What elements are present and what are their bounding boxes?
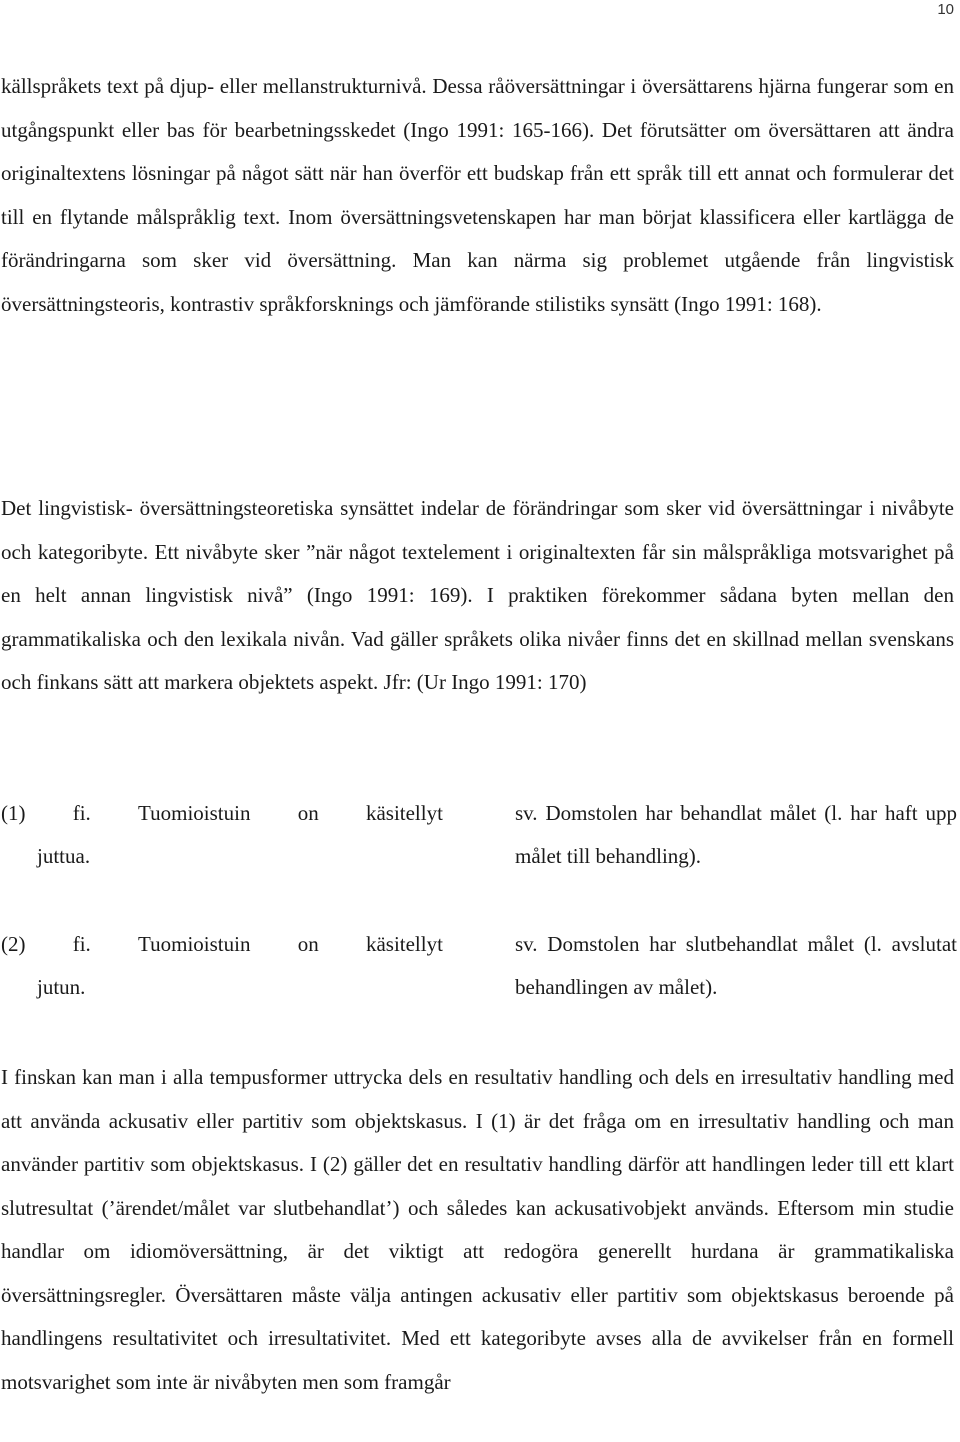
example-2-swedish: sv. Domstolen har slutbehandlat målet (l. avslutat behandlingen av målet). (515, 932, 957, 999)
paragraph-3: I finskan kan man i alla tempusformer uttrycka dels en resultativ handling och dels en irresultativ handling med att använda ackusativ eller partitiv som objektskasus. I (1) är det fråga om en irresultativ handling och man använder partitiv som objektskasus. I (2) gäller det en resultativ handling därför att handlingen leder till ett klart slutresultat (’ärendet/målet var slutbehandlat’) och således kan ackusativobjekt används. Eftersom min studie handlar om idiomöversättning, är det viktigt att redogöra generellt hurdana är grammatikaliska översättningsregler. Översättaren måste välja antingen ackusativ eller partitiv som objektskasus beroende på handlingens resultativitet och irresultativitet. Med ett kategoribyte avses alla de avvikelser från en formell motsvarighet som inte är nivåbyten men som framgår (1, 1065, 954, 1394)
example-1-number: (1) (1, 801, 26, 825)
example-1-word-1: Tuomioistuin (138, 801, 251, 825)
example-2-number: (2) (1, 932, 26, 956)
example-2-word-3: käsitellyt (365, 932, 443, 956)
example-2-finnish (1, 923, 443, 1009)
page-number: 10 (937, 1, 954, 18)
example-1-language-label: fi. (72, 801, 91, 825)
example-2-language-label: fi. (72, 932, 91, 956)
example-2-word-1: Tuomioistuin (138, 932, 251, 956)
example-2-word-2: on (297, 932, 319, 956)
example-1-word-2: on (297, 801, 319, 825)
example-1-finnish-continuation: juttua. (37, 844, 91, 868)
example-2 (0, 923, 960, 1013)
example-1-word-3: käsitellyt (365, 801, 443, 825)
example-2-finnish-continuation: jutun. (37, 975, 86, 999)
paragraph-1: källspråkets text på djup- eller mellanstrukturnivå. Dessa råöversättningar i översättarens hjärna fungerar som en utgångspunkt eller bas för bearbetningsskedet (Ingo 1991: 165-166). Det förutsätter om översättaren att ändra originaltextens lösningar på något sätt när han överför ett budskap från ett språk till ett annat och formulerar det till en flytande målspråklig text. Inom översättningsvetenskapen har man börjat klassificera eller kartlägga de förändringarna som sker vid översättning. Man kan närma sig problemet utgående från lingvistisk översättningsteoris, kontrastiv språkforsknings och jämförande stilistiks synsätt (Ingo 1991: 168). (1, 74, 954, 316)
paragraph-2: Det lingvistisk- översättningsteoretiska synsättet indelar de förändringar som sker vid översättningar i nivåbyte och kategoribyte. Ett nivåbyte sker ”när något textelement i originaltexten får sin målspråkliga motsvarighet på en helt annan lingvistisk nivå” (Ingo 1991: 169). I praktiken förekommer sådana byten mellan den grammatikaliska och den lexikala nivån. Vad gäller språkets olika nivåer finns det en skillnad mellan svenskans och finkans sätt att markera objektets aspekt. Jfr: (Ur Ingo 1991: 170) (1, 496, 954, 694)
example-1 (0, 792, 960, 882)
example-1-finnish (1, 792, 443, 878)
example-1-swedish: sv. Domstolen har behandlat målet (l. har haft upp målet till behandling). (515, 801, 957, 868)
example-1-finnish-line (1, 792, 443, 835)
example-2-finnish-line (1, 923, 443, 966)
